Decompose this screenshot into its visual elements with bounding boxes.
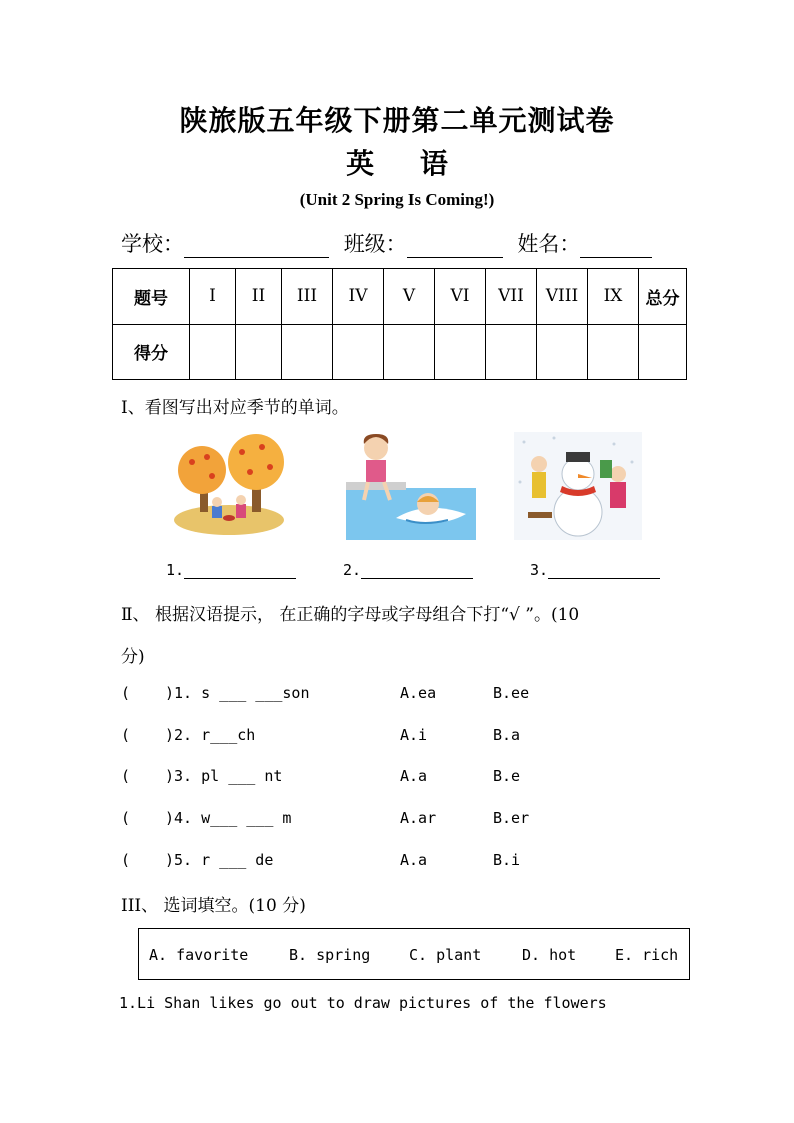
section2-item-3-option-b[interactable]: B.e bbox=[493, 767, 521, 785]
school-label: 学校： bbox=[121, 232, 184, 256]
section2-item-4-option-a[interactable]: A.ar bbox=[400, 809, 437, 827]
score-cell[interactable] bbox=[537, 324, 588, 380]
section2-item-5-option-a[interactable]: A.a bbox=[400, 851, 428, 869]
section2-item-4-option-b[interactable]: B.er bbox=[493, 809, 530, 827]
total-score-cell[interactable] bbox=[639, 324, 687, 380]
subject-title bbox=[0, 142, 794, 182]
section2-item-1-option-a[interactable]: A.ea bbox=[400, 684, 437, 702]
section2-item-4-question: )4. w___ ___ m bbox=[165, 809, 292, 827]
word-option-e: E. rich bbox=[615, 946, 679, 964]
item-number: 1. bbox=[166, 561, 185, 579]
section2-item-1-option-b[interactable]: B.ee bbox=[493, 684, 530, 702]
word-option-a: A. favorite bbox=[149, 946, 249, 964]
col-2: II bbox=[236, 269, 282, 325]
score-cell[interactable] bbox=[236, 324, 282, 380]
section1-item-1 bbox=[166, 561, 296, 579]
col-1: I bbox=[190, 269, 236, 325]
score-cell[interactable] bbox=[384, 324, 435, 380]
section1-item-3 bbox=[530, 561, 660, 579]
section2-item-1-paren[interactable]: ( bbox=[121, 684, 131, 702]
section2-item-2-option-a[interactable]: A.i bbox=[400, 726, 428, 744]
winter-snowman-image bbox=[514, 432, 642, 540]
score-cell[interactable] bbox=[282, 324, 333, 380]
school-blank[interactable] bbox=[184, 237, 329, 258]
col-4: IV bbox=[333, 269, 384, 325]
name-blank[interactable] bbox=[580, 237, 652, 258]
section2-item-2-option-b[interactable]: B.a bbox=[493, 726, 521, 744]
section3-question-1: 1.Li Shan likes go out to draw pictures of the flowers bbox=[119, 994, 607, 1012]
section2-title-cont: 分) bbox=[121, 647, 145, 667]
summer-swimming-image bbox=[346, 430, 476, 540]
section1-item-2 bbox=[343, 561, 473, 579]
score-table-header-row bbox=[113, 269, 687, 325]
section2-item-5-option-b[interactable]: B.i bbox=[493, 851, 521, 869]
col-3: III bbox=[282, 269, 333, 325]
section2-item-5-question: )5. r ___ de bbox=[165, 851, 274, 869]
class-blank[interactable] bbox=[407, 237, 503, 258]
item-number: 3. bbox=[530, 561, 549, 579]
subject-char-2: 语 bbox=[419, 147, 448, 180]
section3-title: III、 选词填空。(10 分) bbox=[121, 896, 306, 916]
score-cell[interactable] bbox=[333, 324, 384, 380]
word-option-b: B. spring bbox=[289, 946, 371, 964]
word-option-c: C. plant bbox=[409, 946, 482, 964]
student-info-line bbox=[121, 228, 660, 258]
section2-item-1-question: )1. s ___ ___son bbox=[165, 684, 310, 702]
score-label: 得分 bbox=[113, 324, 190, 380]
answer-blank[interactable] bbox=[184, 562, 296, 579]
word-option-d: D. hot bbox=[522, 946, 577, 964]
score-cell[interactable] bbox=[486, 324, 537, 380]
section2-item-3-paren[interactable]: ( bbox=[121, 767, 131, 785]
section2-title: Ⅱ、 根据汉语提示， 在正确的字母或字母组合下打“√ ”。(10 bbox=[121, 605, 580, 625]
total-label: 总分 bbox=[639, 269, 687, 325]
section2-item-3-question: )3. pl ___ nt bbox=[165, 767, 283, 785]
answer-blank[interactable] bbox=[548, 562, 660, 579]
score-cell[interactable] bbox=[190, 324, 236, 380]
word-bank-box bbox=[138, 928, 690, 980]
question-number-label: 题号 bbox=[113, 269, 190, 325]
section2-item-4-paren[interactable]: ( bbox=[121, 809, 131, 827]
col-5: V bbox=[384, 269, 435, 325]
score-table bbox=[112, 268, 687, 380]
col-9: IX bbox=[588, 269, 639, 325]
page-title: 陕旅版五年级下册第二单元测试卷 bbox=[179, 104, 615, 137]
col-6: VI bbox=[435, 269, 486, 325]
section2-item-5-paren[interactable]: ( bbox=[121, 851, 131, 869]
col-8: VIII bbox=[537, 269, 588, 325]
class-label: 班级： bbox=[343, 232, 407, 256]
section1-title: Ⅰ、看图写出对应季节的单词。 bbox=[121, 398, 349, 418]
autumn-picnic-image bbox=[172, 432, 286, 536]
score-table-score-row bbox=[113, 324, 687, 380]
item-number: 2. bbox=[343, 561, 362, 579]
answer-blank[interactable] bbox=[361, 562, 473, 579]
subject-char-1: 英 bbox=[346, 147, 375, 180]
col-7: VII bbox=[486, 269, 537, 325]
unit-subtitle: (Unit 2 Spring Is Coming!) bbox=[299, 190, 495, 209]
name-label: 姓名： bbox=[517, 232, 581, 256]
score-cell[interactable] bbox=[435, 324, 486, 380]
section2-item-3-option-a[interactable]: A.a bbox=[400, 767, 428, 785]
section2-item-2-paren[interactable]: ( bbox=[121, 726, 131, 744]
score-cell[interactable] bbox=[588, 324, 639, 380]
section2-item-2-question: )2. r___ch bbox=[165, 726, 256, 744]
